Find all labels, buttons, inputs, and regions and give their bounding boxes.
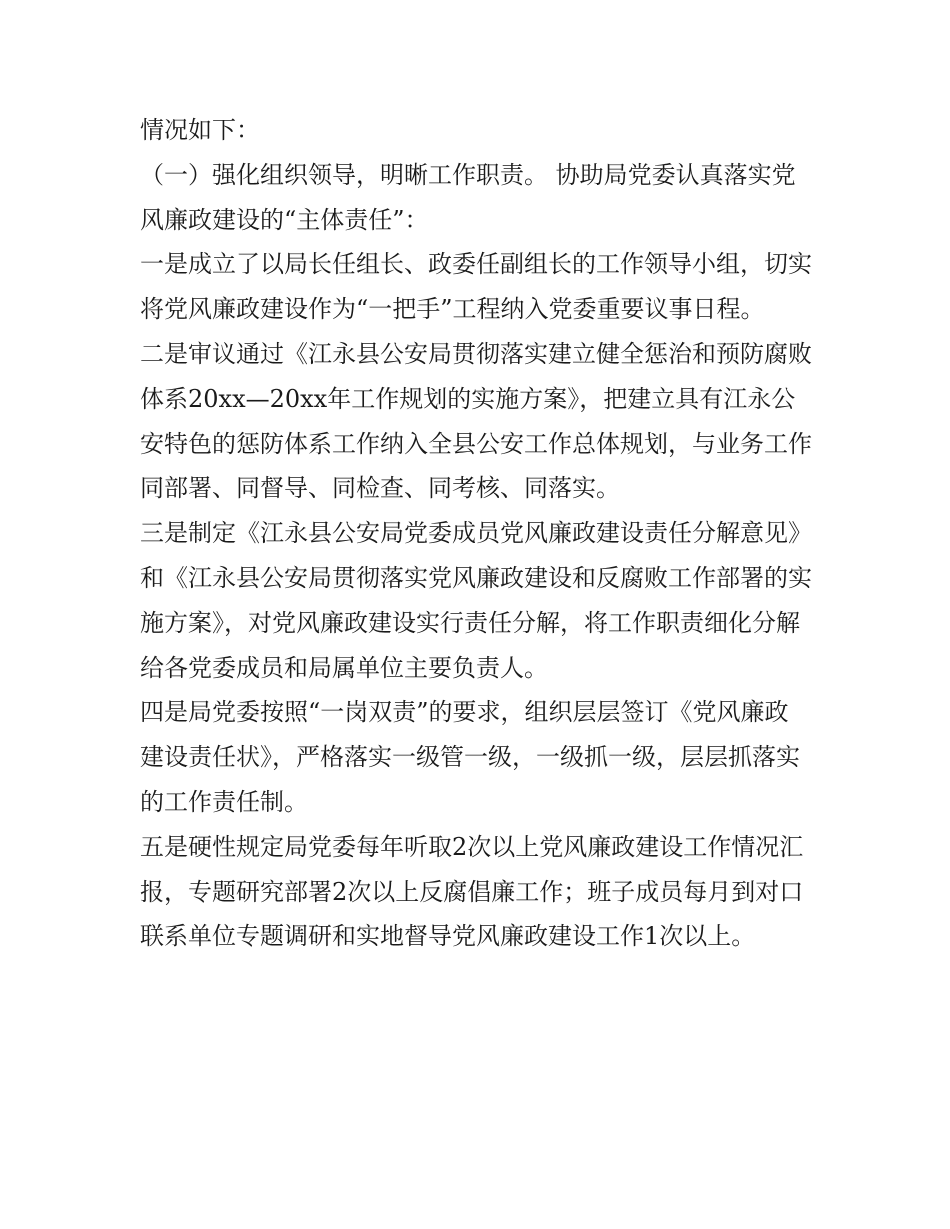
paragraph-item-5: 五是硬性规定局党委每年听取2次以上党风廉政建设工作情况汇报，专题研究部署2次以上反腐倡廉工作；班子成员每月到对口联系单位专题调研和实地督导党风廉政建设工作1次以上。 [140,832,804,951]
paragraph-item-2: 二是审议通过《江永县公安局贯彻落实建立健全惩治和预防腐败体系20xx—20xx年工作规划的实施方案》，把建立具有江永公安特色的惩防体系工作纳入全县公安工作总体规划，与业务工作同部署、同督导、同检查、同考核、同落实。 [140,339,812,503]
paragraph-intro: 情况如下： [140,116,260,144]
paragraph-item-4: 四是局党委按照“一岗双责”的要求，组织层层签订《党风廉政建设责任状》，严格落实一级管一级，一级抓一级，层层抓落实的工作责任制。 [140,698,800,816]
paragraph-item-1: 一是成立了以局长任组长、政委任副组长的工作领导小组，切实将党风廉政建设作为“一把手”工程纳入党委重要议事日程。 [140,250,812,324]
paragraph-item-3: 三是制定《江永县公安局党委成员党风廉政建设责任分解意见》和《江永县公安局贯彻落实党风廉政建设和反腐败工作部署的实施方案》，对党风廉政建设实行责任分解，将工作职责细化分解给各党委成员和局属单位主要负责人。 [140,519,812,682]
document-body [140,108,812,959]
paragraph-section-heading: （一）强化组织领导，明晰工作职责。 协助局党委认真落实党风廉政建设的“主体责任”： [140,160,796,234]
